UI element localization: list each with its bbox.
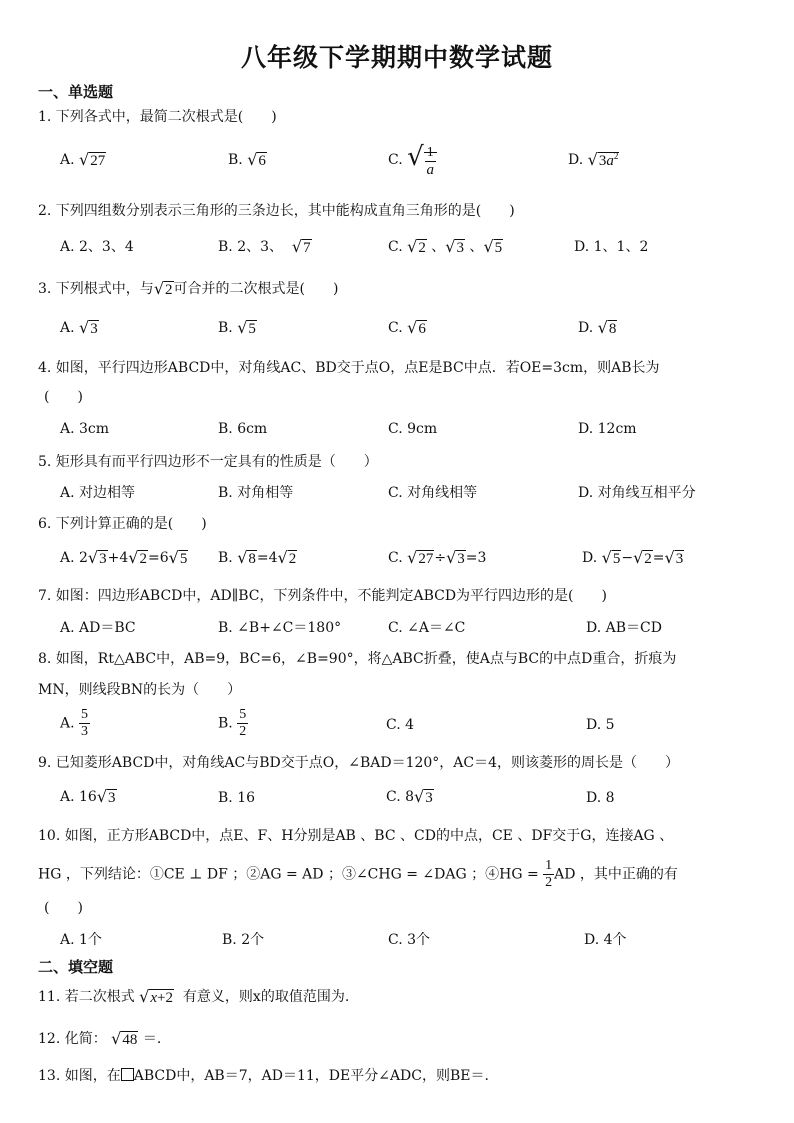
question-10: 10. 如图，正方形ABCD中，点E、F、H分别是AB 、BC 、CD的中点，CE 、DF交于G，连接AG 、 — [38, 828, 674, 844]
q5-option-b: B. 对角相等 — [218, 485, 294, 501]
question-1: 1. 下列各式中，最简二次根式是( ) — [38, 109, 277, 125]
section-heading-single-choice: 一、单选题 — [38, 83, 114, 101]
question-13: 13. 如图，在 ABCD中，AB＝7，AD＝11，DE平分∠ADC，则BE＝. — [38, 1068, 489, 1084]
section-heading-fill-blank: 二、填空题 — [38, 958, 114, 976]
q2-option-b: B. 2、3、 √7 — [218, 237, 311, 256]
parallelogram-symbol — [121, 1068, 134, 1081]
q10-option-c: C. 3个 — [388, 932, 431, 948]
q7-option-d: D. AB＝CD — [586, 620, 662, 636]
question-8: 8. 如图，Rt△ABC中，AB=9，BC=6，∠B=90°，将△ABC折叠，使A点与BC的中点D重合，折痕为 — [38, 651, 677, 667]
q5-option-a: A. 对边相等 — [60, 485, 136, 501]
q2-option-d: D. 1、1、2 — [574, 239, 649, 255]
question-5: 5. 矩形具有而平行四边形不一定具有的性质是（ ） — [38, 454, 378, 470]
question-12: 12. 化简： √48 ＝. — [38, 1029, 162, 1048]
q6-option-c: C. √27÷√3=3 — [388, 548, 487, 567]
question-4-blank: ( ) — [44, 389, 83, 405]
q8-option-c: C. 4 — [386, 717, 415, 733]
q5-option-d: D. 对角线互相平分 — [578, 485, 696, 501]
q3-option-b: B. √5 — [218, 318, 256, 337]
sqrt-27: √27 — [79, 150, 106, 169]
question-4: 4. 如图，平行四边形ABCD中，对角线AC、BD交于点O，点E是BC中点．若OE=3cm，则AB长为 — [38, 360, 660, 376]
q4-option-a: A. 3cm — [60, 421, 110, 437]
question-3: 3. 下列根式中，与√2可合并的二次根式是( ) — [38, 279, 339, 298]
q8-option-a: A. $\frac{5}{3}$ — [60, 707, 89, 739]
q9-option-a: A. 16√3 — [60, 787, 116, 806]
question-8-line2: MN，则线段BN的长为（ ） — [38, 682, 242, 698]
q9-option-b: B. 16 — [218, 790, 256, 806]
q3-option-a: A. √3 — [60, 318, 98, 337]
q5-option-c: C. 对角线相等 — [388, 485, 478, 501]
q8-option-d: D. 5 — [586, 717, 615, 733]
q10-option-b: B. 2个 — [222, 932, 265, 948]
question-10-line2: HG ，下列结论：①CE ⊥ DF ；②AG = AD ；③∠CHG = ∠DAG ；④HG = $\frac{1}{2}$ AD ，其中正确的有 — [38, 858, 678, 890]
q10-option-d: D. 4个 — [584, 932, 627, 948]
q10-option-a: A. 1个 — [60, 932, 102, 948]
question-10-blank: ( ) — [44, 900, 83, 916]
q7-option-c: C. ∠A＝∠C — [388, 620, 466, 636]
question-7: 7. 如图：四边形ABCD中，AD∥BC，下列条件中，不能判定ABCD为平行四边形的是( ) — [38, 588, 607, 604]
q6-option-b: B. √8=4√2 — [218, 548, 297, 567]
sqrt-3a-squared: $√3a^2$ — [587, 150, 619, 169]
q6-option-d: D. √5−√2=√3 — [582, 548, 684, 567]
question-2: 2. 下列四组数分别表示三角形的三条边长，其中能构成直角三角形的是( ) — [38, 203, 515, 219]
q1-option-b: B. √6 — [228, 150, 266, 169]
q9-option-d: D. 8 — [586, 790, 615, 806]
question-6: 6. 下列计算正确的是( ) — [38, 516, 207, 532]
q7-option-a: A. AD＝BC — [60, 620, 136, 636]
q8-option-b: B. $\frac{5}{2}$ — [218, 707, 247, 739]
q1-option-d: D. $√3a^2$ — [568, 150, 619, 169]
q3-option-c: C. √6 — [388, 318, 426, 337]
question-9: 9. 已知菱形ABCD中，对角线AC与BD交于点O，∠BAD＝120°，AC＝4，则该菱形的周长是（ ） — [38, 755, 680, 771]
q7-option-b: B. ∠B+∠C＝180° — [218, 620, 342, 636]
q4-option-c: C. 9cm — [388, 421, 438, 437]
q2-option-c: C. √2 、√3 、√5 — [388, 237, 503, 256]
q4-option-b: B. 6cm — [218, 421, 268, 437]
q6-option-a: A. 2√3+4√2=6√5 — [60, 548, 188, 567]
q4-option-d: D. 12cm — [578, 421, 637, 437]
q3-option-d: D. √8 — [578, 318, 617, 337]
q1-option-a: A. √27 — [60, 150, 106, 169]
sqrt-7: √7 — [291, 237, 311, 256]
sqrt-1-over-a: √ $\frac{1}{a}$ — [407, 142, 437, 178]
sqrt-6: √6 — [247, 150, 266, 169]
question-11: 11. 若二次根式 √x+2 有意义，则x的取值范围为. — [38, 987, 350, 1006]
q9-option-c: C. 8√3 — [386, 787, 433, 806]
page-title: 八年级下学期期中数学试题 — [240, 43, 553, 72]
q2-option-a: A. 2、3、4 — [60, 239, 134, 255]
q1-option-c: C. √ $\frac{1}{a}$ — [388, 142, 437, 178]
